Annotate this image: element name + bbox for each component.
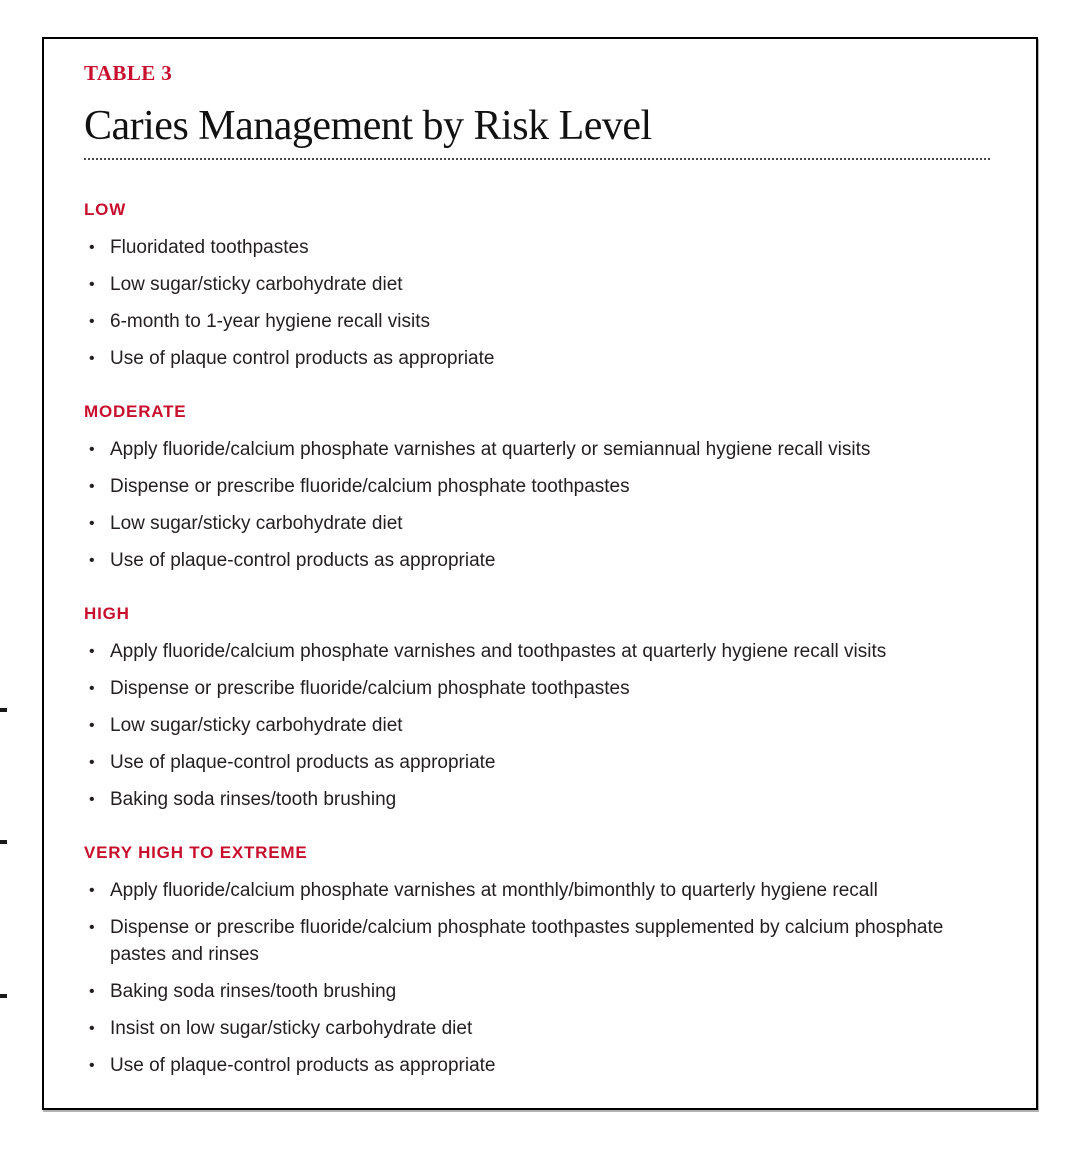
bullet-icon: • xyxy=(89,882,95,899)
list-item-text: Dispense or prescribe fluoride/calcium phosphate toothpastes xyxy=(110,476,630,497)
list-item xyxy=(84,547,990,574)
dotted-divider xyxy=(84,158,990,160)
bullet-icon: • xyxy=(89,350,95,367)
risk-level-heading: LOW xyxy=(84,200,127,219)
bullet-icon: • xyxy=(89,680,95,697)
list-item-text: Dispense or prescribe fluoride/calcium phosphate toothpastes supplemented by calcium phosphate pastes and rinses xyxy=(110,917,944,965)
list-item-text: Low sugar/sticky carbohydrate diet xyxy=(110,274,403,295)
bullet-icon: • xyxy=(89,552,95,569)
page-edge-mark xyxy=(0,708,7,712)
list-item-text: Use of plaque-control products as appropriate xyxy=(110,550,496,571)
management-list xyxy=(84,234,990,372)
bullet-icon: • xyxy=(89,478,95,495)
bullet-icon: • xyxy=(89,754,95,771)
list-item-text: Use of plaque-control products as appropriate xyxy=(110,752,496,773)
list-item-text: Low sugar/sticky carbohydrate diet xyxy=(110,715,403,736)
risk-section xyxy=(84,843,990,1079)
table-number-label: TABLE 3 xyxy=(84,61,173,85)
list-item-text: Dispense or prescribe fluoride/calcium phosphate toothpastes xyxy=(110,678,630,699)
list-item-text: Apply fluoride/calcium phosphate varnishes at monthly/bimonthly to quarterly hygiene recall xyxy=(110,880,878,901)
list-item-text: Insist on low sugar/sticky carbohydrate diet xyxy=(110,1018,473,1039)
risk-level-heading: HIGH xyxy=(84,604,130,623)
list-item-text: Apply fluoride/calcium phosphate varnishes and toothpastes at quarterly hygiene recall visits xyxy=(110,641,887,662)
list-item xyxy=(84,638,990,665)
list-item xyxy=(84,978,990,1005)
list-item-text: 6-month to 1-year hygiene recall visits xyxy=(110,311,430,332)
list-item xyxy=(84,1015,990,1042)
list-item-text: Use of plaque-control products as appropriate xyxy=(110,1055,496,1076)
list-item xyxy=(84,786,990,813)
bullet-icon: • xyxy=(89,1057,95,1074)
list-item xyxy=(84,234,990,261)
list-item xyxy=(84,473,990,500)
list-item xyxy=(84,308,990,335)
bullet-icon: • xyxy=(89,983,95,1000)
list-item-text: Baking soda rinses/tooth brushing xyxy=(110,981,397,1002)
bullet-icon: • xyxy=(89,276,95,293)
risk-section xyxy=(84,604,990,813)
list-item xyxy=(84,749,990,776)
bullet-icon: • xyxy=(89,239,95,256)
bullet-icon: • xyxy=(89,717,95,734)
table-card xyxy=(42,37,1038,1110)
bullet-icon: • xyxy=(89,515,95,532)
bullet-icon: • xyxy=(89,643,95,660)
risk-level-heading: VERY HIGH TO EXTREME xyxy=(84,843,308,862)
list-item xyxy=(84,510,990,537)
list-item xyxy=(84,675,990,702)
page-edge-mark xyxy=(0,840,7,844)
table-title: Caries Management by Risk Level xyxy=(84,103,652,149)
list-item-text: Apply fluoride/calcium phosphate varnishes at quarterly or semiannual hygiene recall visits xyxy=(110,439,871,460)
bullet-icon: • xyxy=(89,441,95,458)
management-list xyxy=(84,877,990,1079)
list-item xyxy=(84,914,990,968)
management-list xyxy=(84,436,990,574)
list-item-text: Baking soda rinses/tooth brushing xyxy=(110,789,397,810)
list-item xyxy=(84,877,990,904)
bullet-icon: • xyxy=(89,313,95,330)
list-item xyxy=(84,712,990,739)
risk-section xyxy=(84,402,990,574)
list-item-text: Use of plaque control products as appropriate xyxy=(110,348,495,369)
risk-section xyxy=(84,200,990,372)
list-item-text: Fluoridated toothpastes xyxy=(110,237,309,258)
list-item xyxy=(84,1052,990,1079)
list-item xyxy=(84,436,990,463)
page-edge-mark xyxy=(0,994,7,998)
management-list xyxy=(84,638,990,813)
bullet-icon: • xyxy=(89,919,95,936)
list-item xyxy=(84,271,990,298)
list-item xyxy=(84,345,990,372)
sections xyxy=(84,200,990,1079)
risk-level-heading: MODERATE xyxy=(84,402,187,421)
list-item-text: Low sugar/sticky carbohydrate diet xyxy=(110,513,403,534)
bullet-icon: • xyxy=(89,791,95,808)
bullet-icon: • xyxy=(89,1020,95,1037)
